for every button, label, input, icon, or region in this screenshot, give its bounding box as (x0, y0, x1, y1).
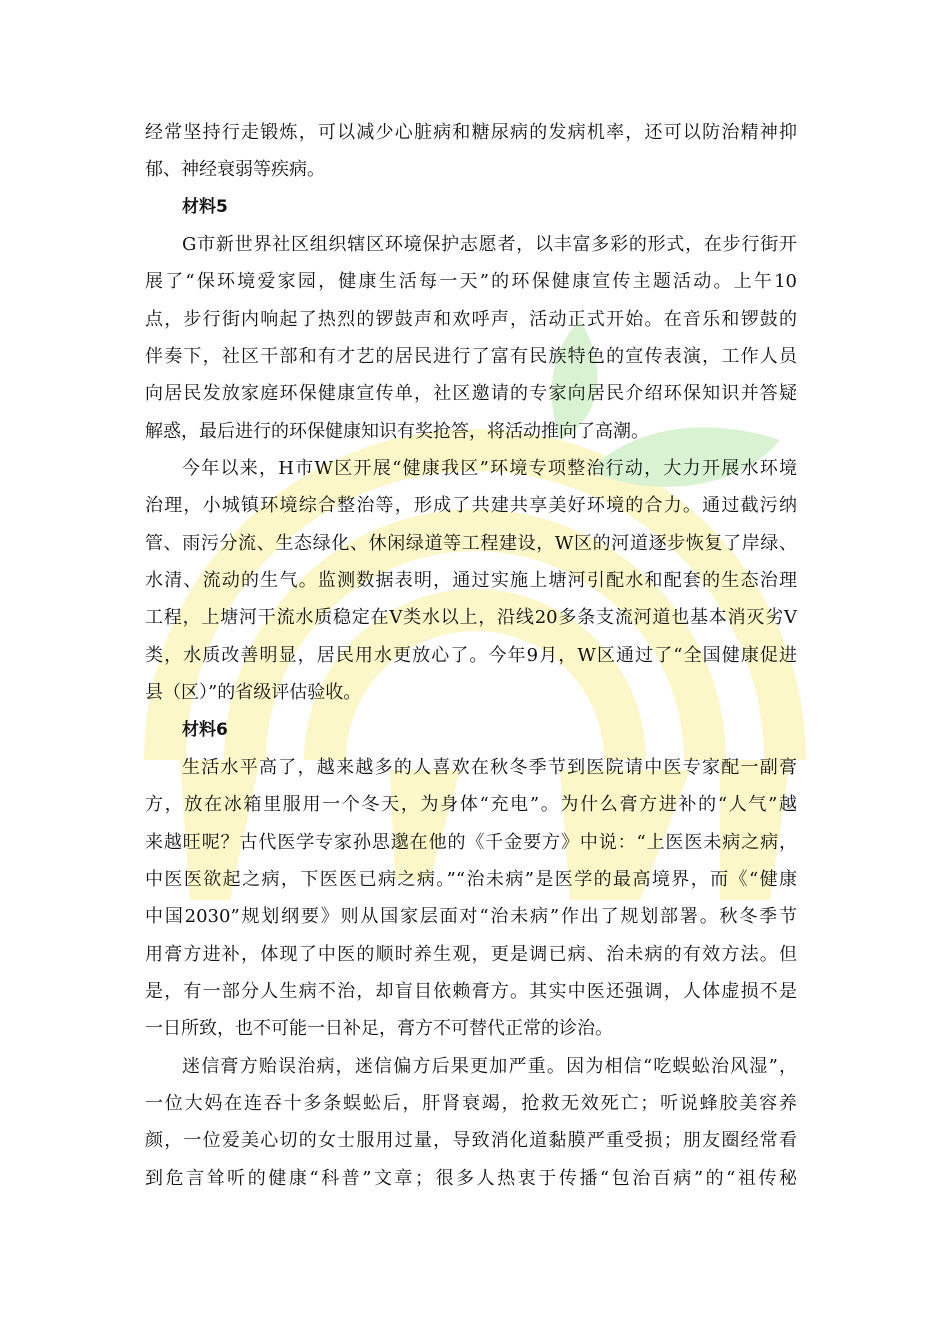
paragraph-line: 是，有一部分人生病不治，却盲目依赖膏方。其实中医还强调，人体虚损不是 (145, 980, 797, 1002)
paragraph-line: 到危言耸听的健康“科普”文章；很多人热衷于传播“包治百病”的“祖传秘 (145, 1167, 797, 1189)
paragraph-line: 类，水质改善明显，居民用水更放心了。今年9月，W区通过了“全国健康促进 (145, 644, 797, 666)
paragraph-line: 今年以来，H市W区开展“健康我区”环境专项整治行动，大力开展水环境 (182, 458, 797, 480)
paragraph-line: 点，步行街内响起了热烈的锣鼓声和欢呼声，活动正式开始。在音乐和锣鼓的 (145, 308, 797, 330)
paragraph-line: G市新世界社区组织辖区环境保护志愿者，以丰富多彩的形式，在步行街开 (182, 234, 797, 256)
paragraph-line: 中国2030”规划纲要》则从国家层面对“治未病”作出了规划部署。秋冬季节 (145, 906, 797, 928)
document-body (145, 114, 797, 1197)
paragraph-line: 治理，小城镇环境综合整治等，形成了共建共享美好环境的合力。通过截污纳 (145, 495, 797, 517)
paragraph-line: 管、雨污分流、生态绿化、休闲绿道等工程建设，W区的河道逐步恢复了岸绿、 (145, 532, 797, 554)
paragraph-line: 工程，上塘河干流水质稳定在V类水以上，沿线20多条支流河道也基本消灭劣V (145, 607, 797, 629)
paragraph-line: 郁、神经衰弱等疾病。 (145, 159, 325, 181)
paragraph-line: 颜，一位爱美心切的女士服用过量，导致消化道黏膜严重受损；朋友圈经常看 (145, 1130, 797, 1152)
paragraph-line: 伴奏下，社区干部和有才艺的居民进行了富有民族特色的宣传表演，工作人员 (145, 346, 797, 368)
paragraph-line: 水清、流动的生气。监测数据表明，通过实施上塘河引配水和配套的生态治理 (145, 570, 797, 592)
paragraph-line: 解惑，最后进行的环保健康知识有奖抢答，将活动推向了高潮。 (145, 420, 649, 442)
paragraph-line: 生活水平高了，越来越多的人喜欢在秋冬季节到医院请中医专家配一副膏 (182, 756, 797, 778)
paragraph-line: 中医医欲起之病，下医医已病之病。”“治未病”是医学的最高境界，而《“健康 (145, 868, 797, 890)
paragraph-line: 一日所致，也不可能一日补足，膏方不可替代正常的诊治。 (145, 1018, 613, 1040)
paragraph-line: 展了“保环境爱家园，健康生活每一天”的环保健康宣传主题活动。上午10 (145, 271, 797, 293)
paragraph-line: 一位大妈在连吞十多条蜈蚣后，肝肾衰竭，抢救无效死亡；听说蜂胶美容养 (145, 1092, 797, 1114)
section-heading: 材料6 (182, 719, 228, 740)
paragraph-line: 县（区）”的省级评估验收。 (145, 682, 362, 704)
paragraph-line: 向居民发放家庭环保健康宣传单，社区邀请的专家向居民介绍环保知识并答疑 (145, 383, 797, 405)
section-heading: 材料5 (182, 196, 228, 217)
paragraph-line: 经常坚持行走锻炼，可以减少心脏病和糖尿病的发病机率，还可以防治精神抑 (145, 122, 797, 143)
paragraph-line: 迷信膏方贻误治病，迷信偏方后果更加严重。因为相信“吃蜈蚣治风湿”， (182, 1055, 797, 1077)
paragraph-line: 用膏方进补，体现了中医的顺时养生观，更是调已病、治未病的有效方法。但 (145, 943, 797, 965)
paragraph-line: 方，放在冰箱里服用一个冬天，为身体“充电”。为什么膏方进补的“人气”越 (145, 794, 797, 816)
paragraph-line: 来越旺呢？古代医学专家孙思邈在他的《千金要方》中说：“上医医未病之病， (145, 831, 797, 853)
